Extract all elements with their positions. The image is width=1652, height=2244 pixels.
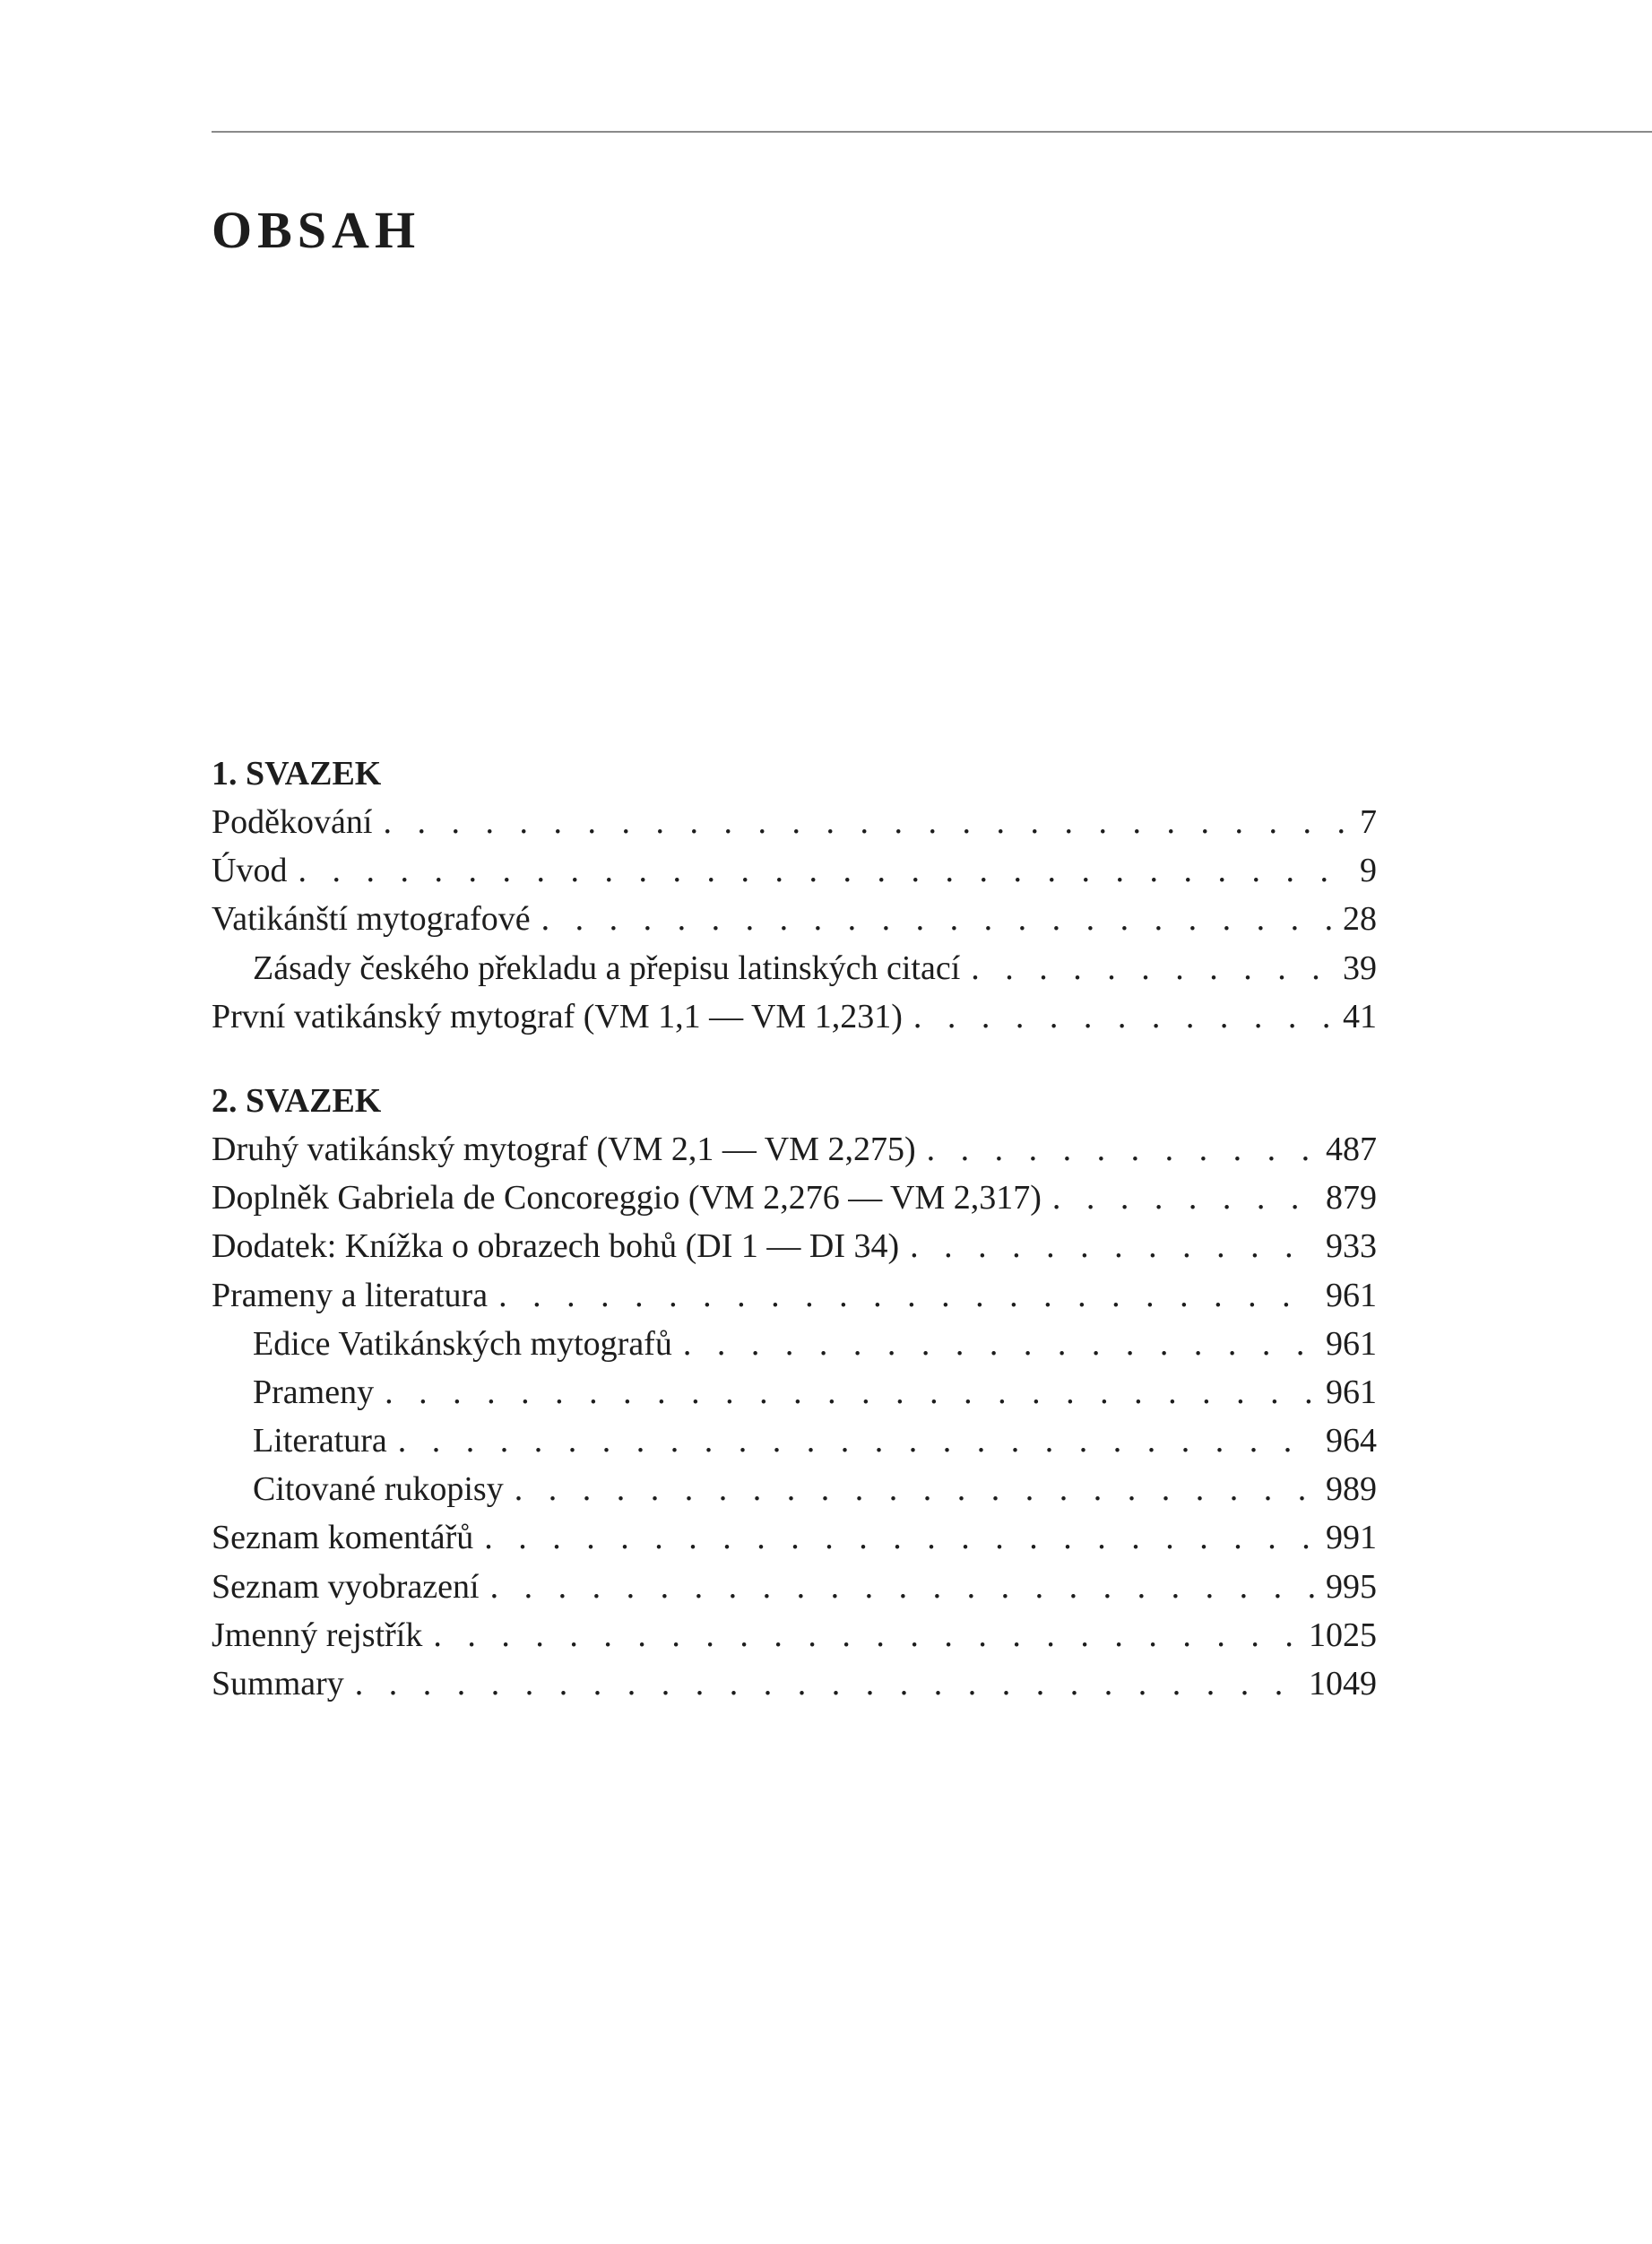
- dot-leader: [683, 1320, 1317, 1368]
- volume-2-section: [212, 1077, 1377, 1708]
- toc-entry-label: Dodatek: Knížka o obrazech bohů (DI 1 — DI 34): [212, 1227, 900, 1266]
- toc-entry-label: Seznam komentářů: [212, 1519, 474, 1557]
- toc-entry-page: 39: [1343, 949, 1377, 987]
- volume-heading: 1. SVAZEK: [212, 755, 382, 793]
- top-rule: [212, 131, 1652, 133]
- toc-entry-page: 961: [1326, 1324, 1377, 1363]
- dot-leader: [433, 1611, 1300, 1659]
- toc-entry-page: 961: [1326, 1276, 1377, 1314]
- dot-leader: [515, 1465, 1317, 1513]
- toc-entry[interactable]: [212, 1513, 1377, 1562]
- toc-entry[interactable]: [212, 846, 1377, 895]
- toc-entry-page: 879: [1326, 1179, 1377, 1217]
- toc-entry-page: 989: [1326, 1470, 1377, 1509]
- toc-entry[interactable]: [212, 1174, 1377, 1222]
- dot-leader: [498, 1271, 1317, 1320]
- dot-leader: [913, 992, 1334, 1041]
- toc-subentry[interactable]: [212, 1320, 1377, 1368]
- toc-entry-label: Edice Vatikánských mytografů: [253, 1324, 672, 1363]
- toc-entry-page: 1049: [1309, 1665, 1377, 1702]
- toc-entry-label: Summary: [212, 1665, 344, 1702]
- toc-entry-label: Seznam vyobrazení: [212, 1567, 480, 1606]
- toc-entry[interactable]: [212, 798, 1377, 846]
- table-of-contents: [212, 749, 1377, 1708]
- toc-subentry[interactable]: [212, 1465, 1377, 1513]
- dot-leader: [298, 846, 1351, 895]
- dot-leader: [355, 1659, 1300, 1708]
- dot-leader: [541, 895, 1334, 943]
- toc-entry[interactable]: [212, 1563, 1377, 1611]
- toc-entry[interactable]: [212, 1271, 1377, 1320]
- dot-leader: [910, 1222, 1317, 1270]
- toc-entry-label: Vatikánští mytografové: [212, 900, 531, 939]
- toc-entry-page: 964: [1326, 1422, 1377, 1460]
- toc-entry-page: 933: [1326, 1227, 1377, 1266]
- toc-entry-label: Úvod: [212, 852, 288, 890]
- toc-entry[interactable]: [212, 1611, 1377, 1659]
- toc-entry-label: Prameny: [253, 1373, 375, 1411]
- toc-entry-label: Jmenný rejstřík: [212, 1616, 423, 1654]
- toc-entry-page: 41: [1343, 997, 1377, 1035]
- page-title: OBSAH: [212, 201, 421, 259]
- toc-entry-label: Druhý vatikánský mytograf (VM 2,1 — VM 2,275): [212, 1130, 916, 1168]
- toc-entry-label: Prameny a literatura: [212, 1276, 489, 1314]
- toc-entry-page: 487: [1326, 1130, 1377, 1168]
- toc-entry[interactable]: [212, 1659, 1377, 1708]
- toc-entry-page: 7: [1360, 803, 1377, 841]
- dot-leader: [398, 1417, 1317, 1465]
- volume-1-section: [212, 749, 1377, 1041]
- dot-leader: [383, 798, 1351, 846]
- toc-entry[interactable]: [212, 1125, 1377, 1174]
- dot-leader: [1052, 1174, 1317, 1222]
- toc-entry-page: 28: [1343, 900, 1377, 939]
- toc-entry-label: Doplněk Gabriela de Concoreggio (VM 2,276 — VM 2,317): [212, 1179, 1042, 1217]
- toc-entry[interactable]: [212, 1222, 1377, 1270]
- toc-entry-page: 991: [1326, 1519, 1377, 1557]
- dot-leader: [490, 1563, 1317, 1611]
- toc-entry-label: První vatikánský mytograf (VM 1,1 — VM 1,231): [212, 997, 903, 1035]
- dot-leader: [385, 1368, 1317, 1417]
- dot-leader: [484, 1513, 1317, 1562]
- toc-subentry[interactable]: [212, 1368, 1377, 1417]
- toc-subentry[interactable]: [212, 1417, 1377, 1465]
- toc-entry[interactable]: [212, 895, 1377, 943]
- toc-entry-label: Zásady českého překladu a přepisu latinských citací: [253, 949, 961, 987]
- volume-heading: 2. SVAZEK: [212, 1081, 382, 1120]
- toc-entry-page: 9: [1360, 852, 1377, 890]
- dot-leader: [927, 1125, 1317, 1174]
- toc-entry-label: Poděkování: [212, 803, 373, 841]
- toc-subentry[interactable]: [212, 944, 1377, 992]
- toc-entry-page: 1025: [1309, 1616, 1377, 1654]
- toc-entry-page: 995: [1326, 1567, 1377, 1606]
- toc-entry-label: Literatura: [253, 1422, 387, 1460]
- dot-leader: [971, 944, 1334, 992]
- toc-entry[interactable]: [212, 992, 1377, 1041]
- toc-entry-label: Citované rukopisy: [253, 1470, 504, 1509]
- toc-entry-page: 961: [1326, 1373, 1377, 1411]
